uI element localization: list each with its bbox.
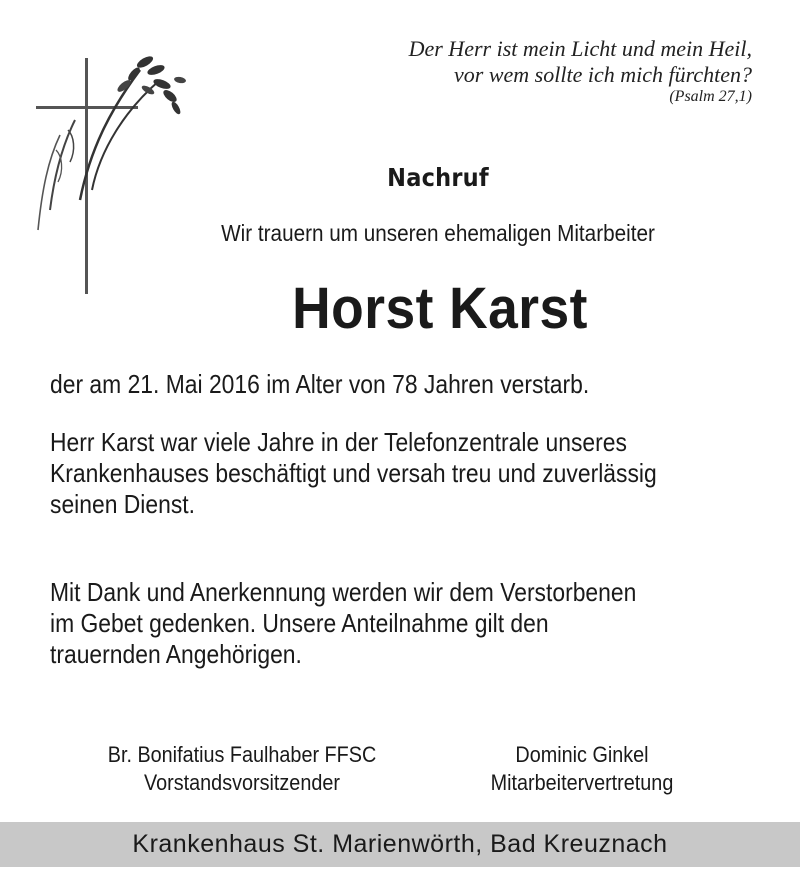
death-line: der am 21. Mai 2016 im Alter von 78 Jahren verstarb. — [50, 369, 590, 399]
signatory-chairman — [89, 741, 395, 797]
psalm-line: Der Herr ist mein Licht und mein Heil, — [408, 36, 752, 61]
condolence-paragraph — [50, 577, 636, 670]
psalm-quote — [409, 36, 752, 106]
paragraph-line: trauernden Angehörigen. — [50, 639, 302, 669]
signatory-name: Dominic Ginkel — [515, 742, 649, 767]
footer-institution: Krankenhaus St. Marienwörth, Bad Kreuznach — [132, 830, 668, 858]
paragraph-line: im Gebet gedenken. Unsere Anteilnahme gilt den — [50, 608, 549, 638]
signatory-name: Br. Bonifatius Faulhaber FFSC — [107, 742, 377, 767]
footer-bar — [0, 822, 800, 867]
paragraph-line: Mit Dank und Anerkennung werden wir dem Verstorbenen — [50, 577, 637, 607]
psalm-reference: (Psalm 27,1) — [669, 88, 752, 105]
tribute-paragraph — [50, 427, 657, 520]
signatory-staff-council — [429, 741, 735, 797]
notice-heading: Nachruf — [387, 163, 489, 192]
paragraph-line: Herr Karst war viele Jahre in der Telefonzentrale unseres — [50, 427, 627, 457]
notice-subheading: Wir trauern um unseren ehemaligen Mitarbeiter — [221, 220, 655, 246]
signatory-role: Mitarbeitervertretung — [490, 770, 674, 795]
psalm-line: vor wem sollte ich mich fürchten? — [454, 62, 752, 87]
signatory-role: Vorstandsvorsitzender — [144, 770, 340, 795]
paragraph-line: Krankenhauses beschäftigt und versah treu und zuverlässig — [50, 458, 657, 488]
paragraph-line: seinen Dienst. — [50, 489, 195, 519]
deceased-name: Horst Karst — [292, 276, 588, 341]
